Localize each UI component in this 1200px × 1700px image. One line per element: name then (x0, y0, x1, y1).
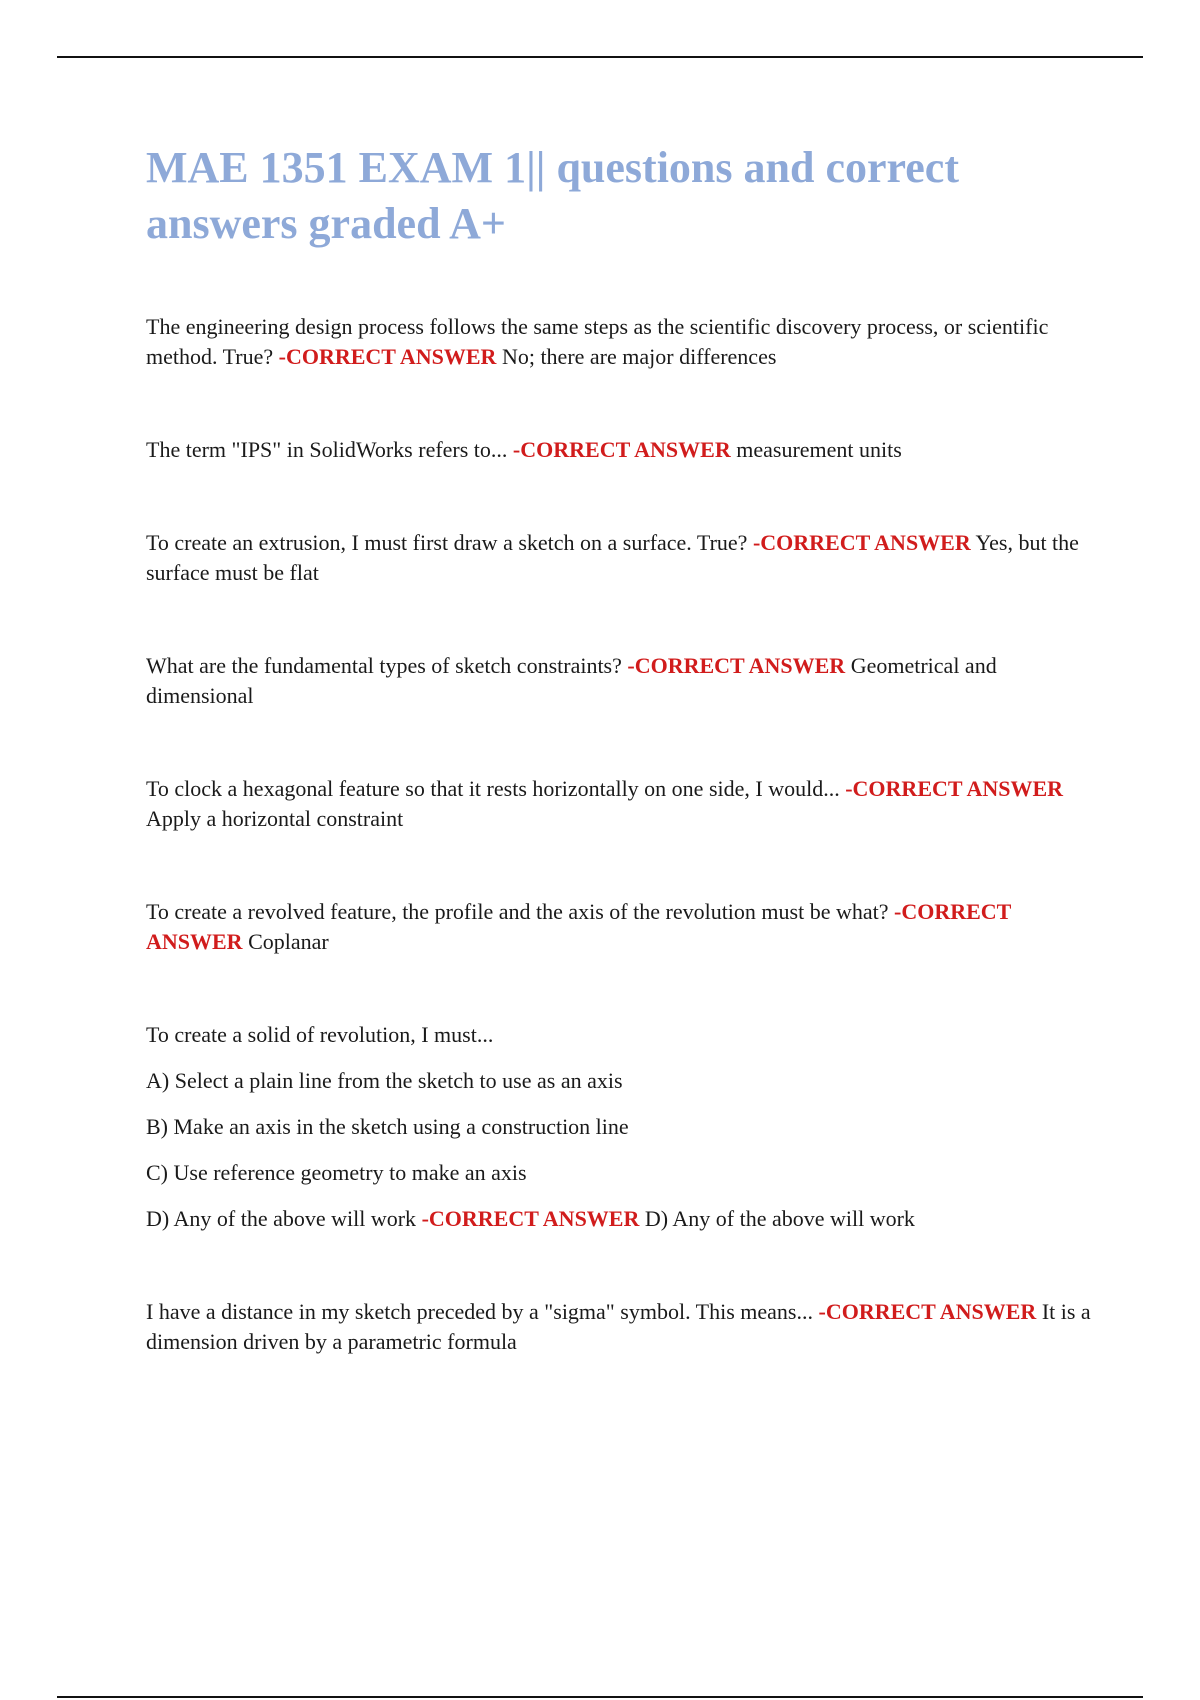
qa-list (146, 312, 1096, 1357)
option-d: D) Any of the above will work (146, 1206, 417, 1231)
option-c: C) Use reference geometry to make an axis (146, 1160, 527, 1185)
qa-item (146, 774, 1096, 834)
correct-answer-marker: -CORRECT ANSWER (752, 530, 971, 555)
question-text: What are the fundamental types of sketch constraints? (146, 653, 622, 678)
answer-text: Yes, but the surface must be flat (146, 530, 1079, 585)
correct-answer-marker: -CORRECT ANSWER (421, 1206, 640, 1231)
question-text: The engineering design process follows the same steps as the scientific discovery process, or scientific method. True? (146, 314, 1049, 369)
qa-item (146, 528, 1096, 588)
answer-text: Apply a horizontal constraint (146, 806, 404, 831)
answer-text: measurement units (736, 437, 902, 462)
answer-text: D) Any of the above will work (644, 1206, 915, 1231)
question-text: To create a revolved feature, the profile and the axis of the revolution must be what? (146, 899, 889, 924)
question-text: The term "IPS" in SolidWorks refers to... (146, 437, 508, 462)
question-text: To create a solid of revolution, I must... (146, 1022, 494, 1047)
correct-answer-marker: -CORRECT ANSWER (845, 776, 1064, 801)
top-rule (57, 56, 1143, 58)
qa-item (146, 435, 1096, 465)
option-d-with-answer (146, 1204, 1096, 1234)
qa-item (146, 312, 1096, 372)
multiple-choice-item (146, 1020, 1096, 1234)
qa-item (146, 651, 1096, 711)
answer-text: It is a dimension driven by a parametric formula (146, 1299, 1091, 1354)
correct-answer-marker: -CORRECT ANSWER (278, 344, 497, 369)
document-title: MAE 1351 EXAM 1|| questions and correct answers graded A+ (146, 143, 959, 248)
document-body (146, 140, 1096, 1420)
question-text: I have a distance in my sketch preceded by a "sigma" symbol. This means... (146, 1299, 813, 1324)
correct-answer-marker: -CORRECT ANSWER (146, 899, 1011, 954)
correct-answer-marker: -CORRECT ANSWER (627, 653, 846, 678)
option-a: A) Select a plain line from the sketch to use as an axis (146, 1068, 623, 1093)
question-text: To create an extrusion, I must first draw a sketch on a surface. True? (146, 530, 748, 555)
bottom-rule (57, 1696, 1143, 1698)
answer-text: Coplanar (248, 929, 329, 954)
qa-item (146, 1297, 1096, 1357)
answer-text: No; there are major differences (501, 344, 777, 369)
question-text: To clock a hexagonal feature so that it rests horizontally on one side, I would... (146, 776, 840, 801)
option-b: B) Make an axis in the sketch using a construction line (146, 1114, 629, 1139)
answer-text: Geometrical and dimensional (146, 653, 997, 708)
correct-answer-marker: -CORRECT ANSWER (818, 1299, 1037, 1324)
qa-item (146, 897, 1096, 957)
correct-answer-marker: -CORRECT ANSWER (512, 437, 731, 462)
